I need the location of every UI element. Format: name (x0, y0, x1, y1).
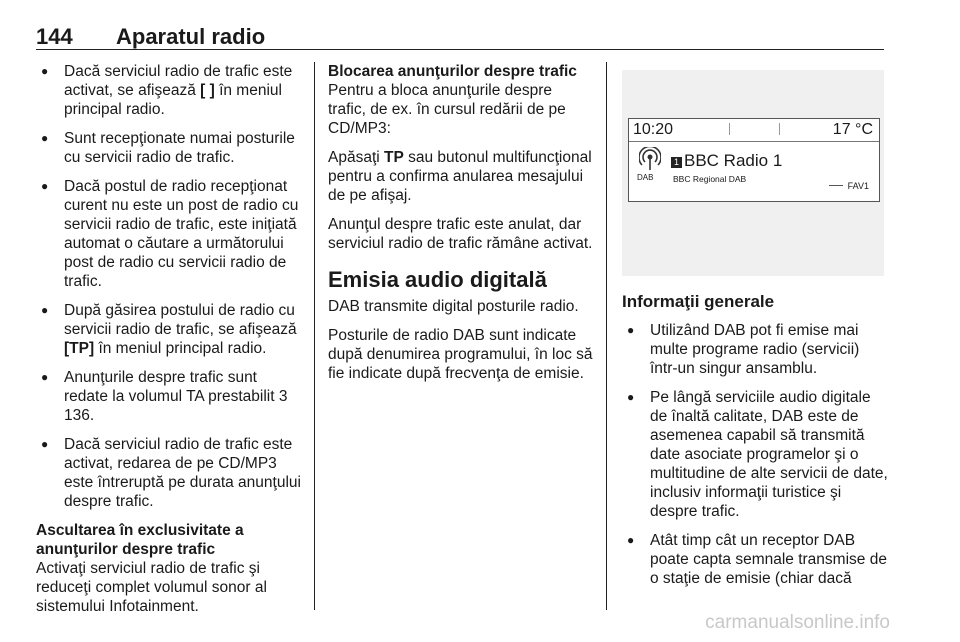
list-item-text: în meniul principal radio. (94, 340, 267, 357)
station-name-row (671, 151, 782, 171)
list-item-text: Dacă postul de radio recepţionat curent nu este un post de radio cu servicii radio de trafic, este iniţiată automat o căutare a următorului post de radio cu servicii radio de trafic. (64, 178, 299, 290)
page-number: 144 (36, 24, 73, 49)
list-item (36, 301, 302, 358)
screen-divider (629, 141, 879, 142)
list-item-text: Pe lângă serviciile audio digitale de înaltă calitate, DAB este de asemenea capabil să transmită date asociate programelor şi o multitudine de alte servicii de date, inclusiv informaţii turistice şi despre trafic. (650, 389, 888, 520)
chapter-title: Aparatul radio (116, 24, 266, 49)
text: sau butonul multifuncţional pentru a confirma anularea mesajului de pe afişaj. (328, 149, 592, 204)
tp-button-label: TP (384, 149, 404, 166)
subheading-exclusive: Ascultarea în exclusivitate a anunţurilor despre trafic (36, 522, 244, 558)
temperature: 17 °C (832, 121, 873, 138)
list-item-text: După găsirea postului de radio cu servicii radio de trafic, se afişează (64, 302, 297, 338)
list-item (36, 177, 302, 291)
traffic-bullet-list (36, 62, 302, 511)
list-item-text: Atât timp cât un receptor DAB poate capta semnale transmise de o staţie de emisie (chiar dacă (650, 532, 887, 587)
ensemble-name: BBC Regional DAB (673, 174, 747, 184)
list-item-bold: [ ] (200, 82, 215, 99)
list-item-text: Anunţurile despre trafic sunt redate la volumul TA prestabilit (64, 369, 279, 405)
list-item-text: în meniul principal radio. (64, 82, 282, 118)
radio-screen (628, 118, 880, 202)
header-divider (36, 49, 884, 50)
list-item-bold: [TP] (64, 340, 95, 357)
list-item-text: Dacă serviciul radio de trafic este activat, se afişează (64, 63, 293, 99)
paragraph-dab-names: Posturile de radio DAB sunt indicate după denumirea programului, în loc să fie indicate după frecvenţa de emisie. (328, 327, 593, 382)
heading-general-info: Informaţii generale (622, 292, 775, 311)
status-tick (729, 123, 730, 135)
list-item-text: Utilizând DAB pot fi emise mai multe programe radio (servicii) într-un singur ansamblu. (650, 322, 860, 377)
dab-label: DAB (637, 173, 654, 182)
clock-time: 10:20 (633, 121, 674, 138)
preset-number-badge: 1 (671, 157, 682, 168)
list-item (36, 435, 302, 511)
column-divider-1 (314, 62, 315, 610)
list-item-text: Dacă serviciul radio de trafic este activat, redarea de pe CD/MP3 este întreruptă pe durata anunţului despre trafic. (64, 436, 301, 510)
dab-antenna-icon (639, 147, 661, 171)
list-item (622, 388, 888, 521)
dab-bullet-list (622, 321, 888, 588)
subheading-block: Blocarea anunţurilor despre trafic (328, 63, 577, 80)
paragraph-block-intro: Pentru a bloca anunţurile despre trafic, de ex. în cursul redării de pe CD/MP3: (328, 82, 566, 137)
watermark: carmanualsonline.info (705, 612, 890, 633)
page-header (36, 24, 884, 50)
status-tick (779, 123, 780, 135)
list-item (622, 531, 888, 588)
favourites-label: FAV1 (847, 181, 869, 191)
column-middle (328, 62, 594, 393)
text: Apăsaţi (328, 149, 385, 166)
paragraph-dab-intro: DAB transmite digital posturile radio. (328, 298, 579, 315)
list-item (36, 129, 302, 167)
list-item (36, 368, 302, 425)
page-reference-link[interactable]: 3 136. (64, 388, 288, 424)
column-left (36, 62, 302, 626)
paragraph-press-tp (328, 148, 594, 205)
list-item (36, 62, 302, 119)
list-item (622, 321, 888, 378)
list-item-text: Sunt recepţionate numai posturile cu servicii radio de trafic. (64, 130, 295, 166)
dab-display-figure (622, 70, 884, 276)
paragraph-cancelled: Anunţul despre trafic este anulat, dar serviciul radio de trafic rămâne activat. (328, 216, 593, 252)
section-title-dab: Emisia audio digitală (328, 267, 547, 292)
column-right (622, 292, 888, 598)
paragraph-exclusive: Activaţi serviciul radio de trafic şi reduceţi complet volumul sonor al sistemului Infotainment. (36, 560, 267, 615)
station-name: BBC Radio 1 (684, 151, 783, 170)
fav-indicator-line (829, 185, 843, 186)
column-divider-2 (606, 62, 607, 610)
